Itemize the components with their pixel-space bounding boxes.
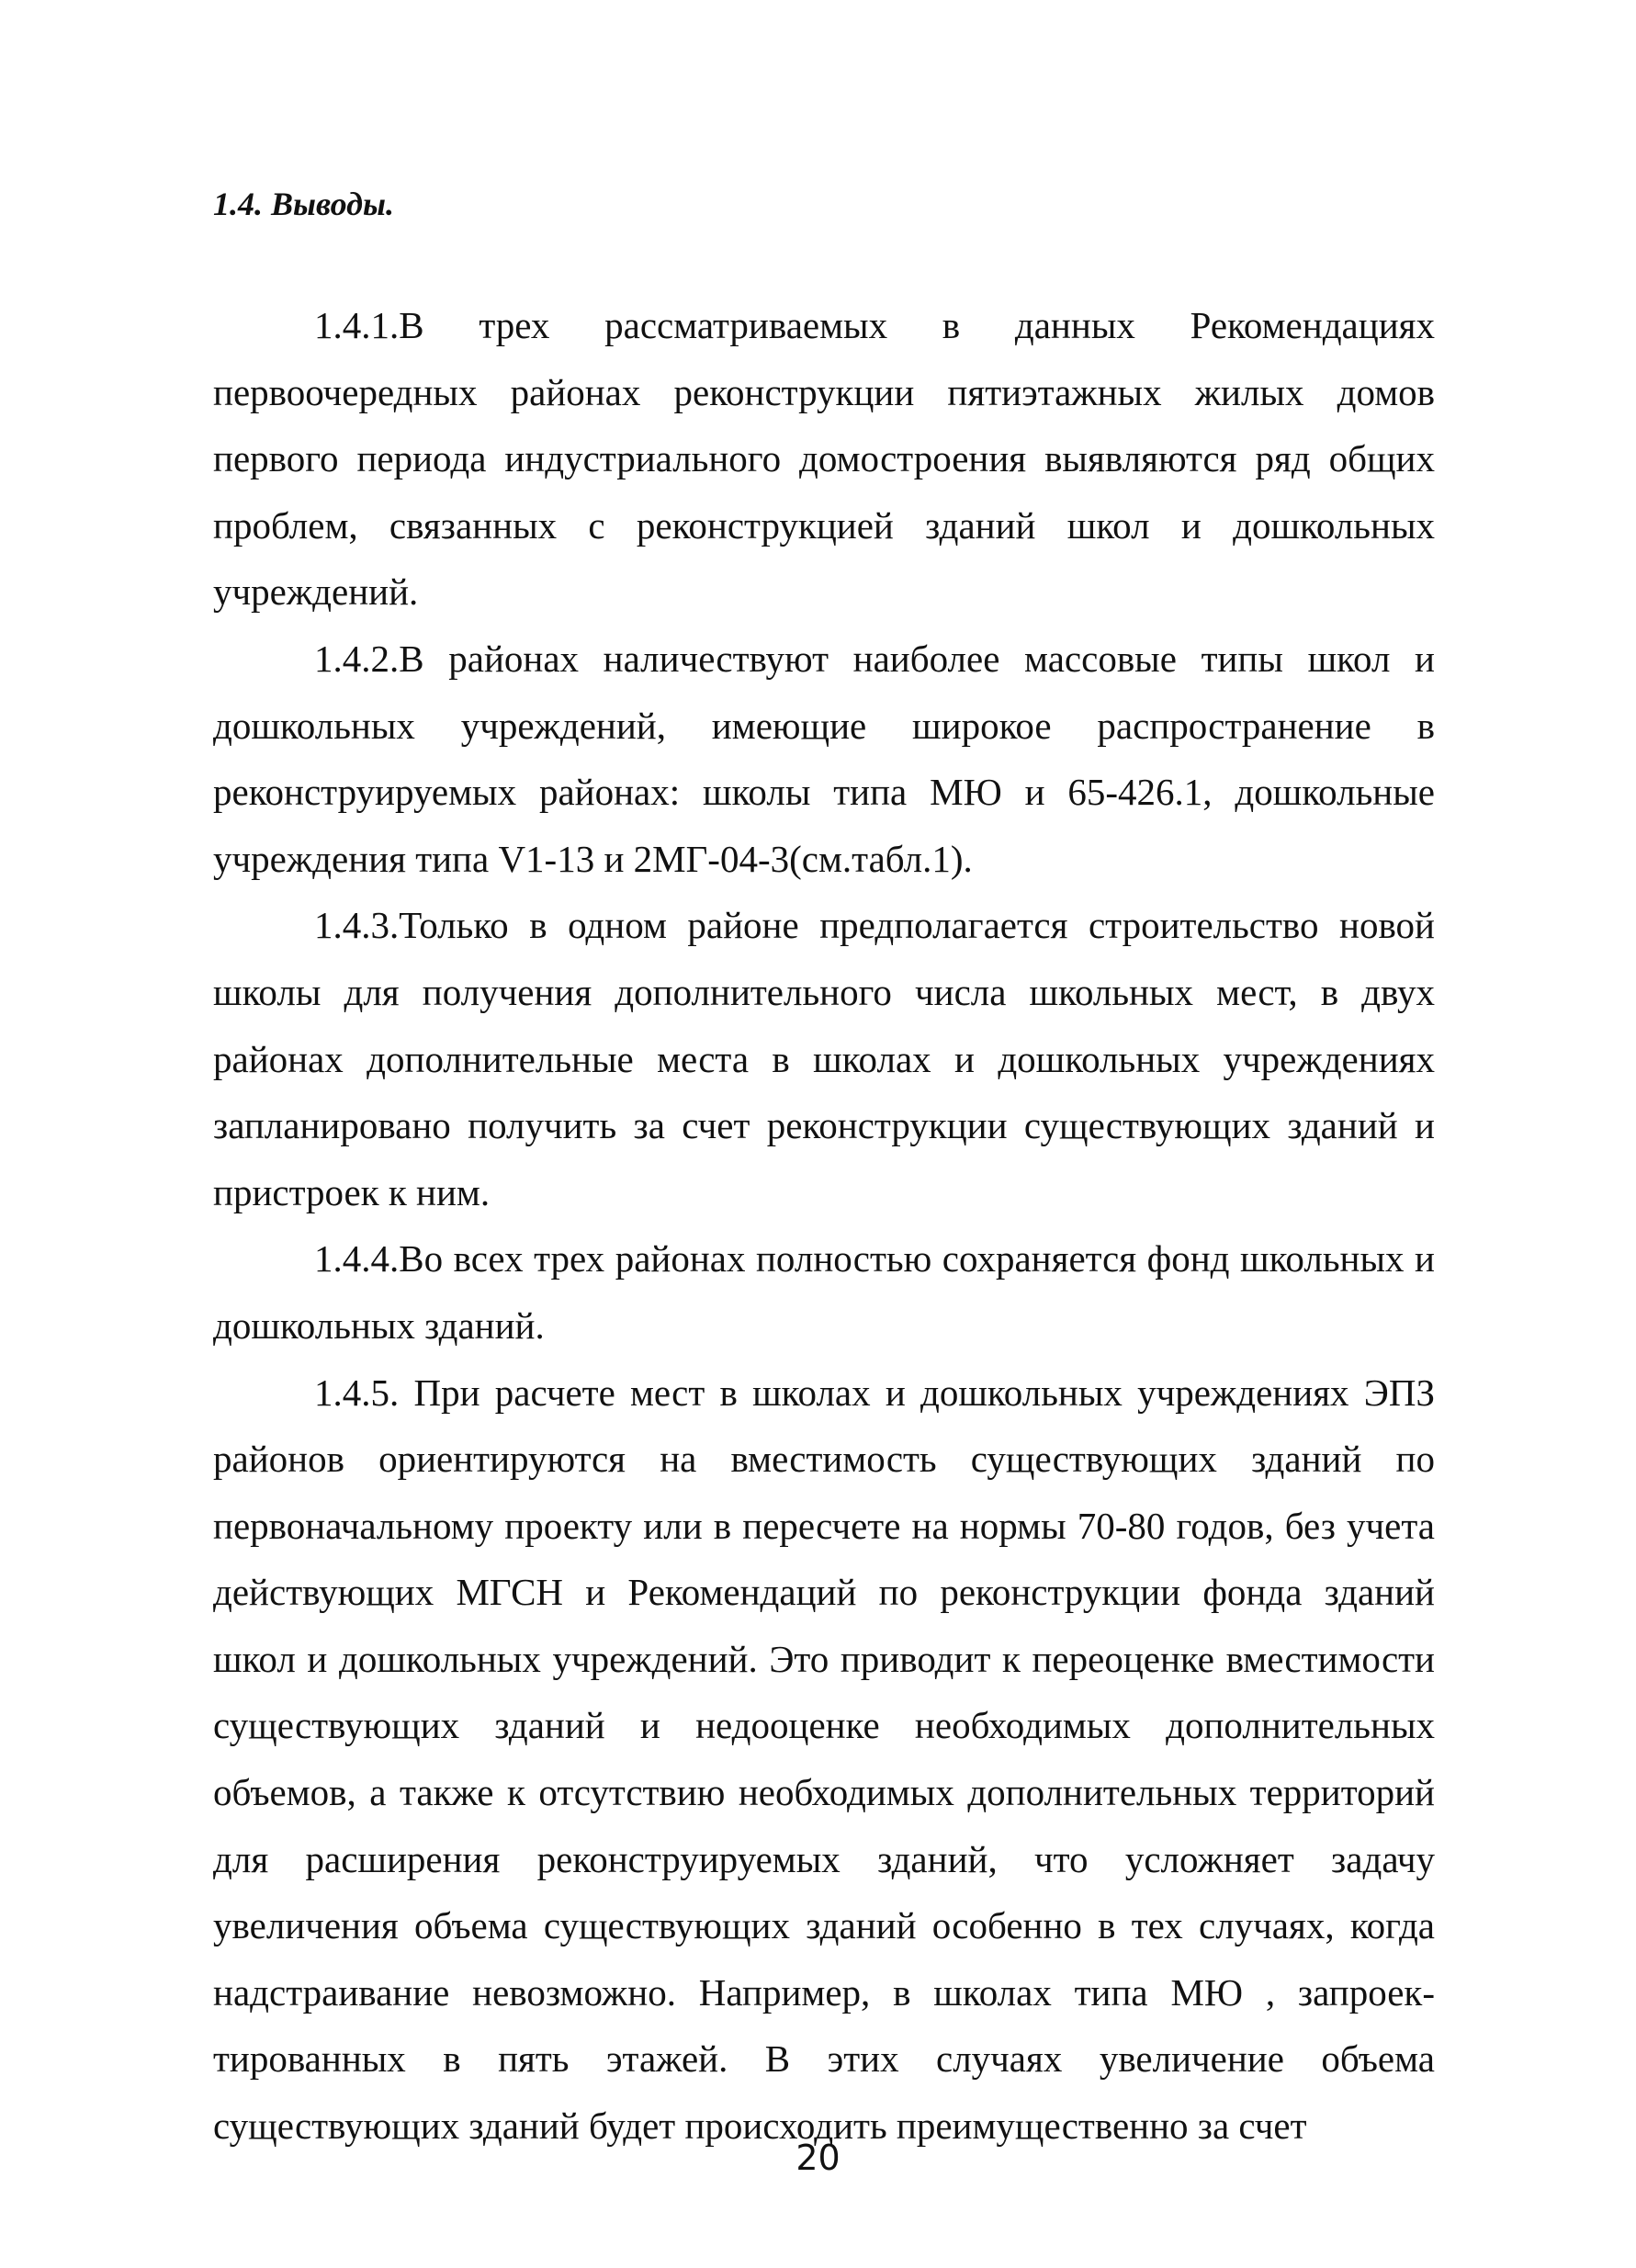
paragraph-1-4-2: 1.4.2.В районах наличествуют наиболее массовые типы школ и дошкольных учреждений, имеющие широкое распространение в реконструируемых районах: школы типа МЮ и 65-426.1, дошкольные учреждения типа V1-13 и 2МГ-04-3(см.табл.1). xyxy=(213,637,1435,880)
body-text xyxy=(213,292,1435,2160)
page-number: 20 xyxy=(795,2138,841,2178)
paragraph-1-4-1: 1.4.1.В трех рассматриваемых в данных Рекомендациях первоочередных районах реконструкции пятиэтажных жилых домов первого периода индустриального домостроения выявляются ряд общих проблем, связанных с реконструкцией зданий школ и дошкольных учреждений. xyxy=(213,304,1435,614)
section-heading: 1.4. Выводы. xyxy=(213,186,394,222)
paragraph-1-4-5: 1.4.5. При расчете мест в школах и дошкольных учреждениях ЭПЗ районов ориентируются на вместимость существующих зданий по первоначальному проекту или в пересчете на нормы 70-80 годов, без учета действующих МГСН и Рекомендаций по реконструкции фонда зданий школ и дошкольных учреждений. Это приводит к переоценке вместимости существующих зданий и недооценке необходимых дополнительных объемов, а также к отсутствию необходимых дополнительных территорий для расширения реконструируемых зданий, что усложняет задачу увеличения объема существующих зданий особенно в тех случаях, когда надстраивание невозможно. Например, в школах типа МЮ , запроек-тированных в пять этажей. В этих случаях увеличение объема существующих зданий будет происходить преимущественно за счет xyxy=(213,1371,1435,2148)
paragraph-1-4-3: 1.4.3.Только в одном районе предполагается строительство новой школы для получения дополнительного числа школьных мест, в двух районах дополнительные места в школах и дошкольных учреждениях запланировано получить за счет реконструкции существующих зданий и пристроек к ним. xyxy=(213,904,1435,1213)
paragraph-1-4-4: 1.4.4.Во всех трех районах полностью сохраняется фонд школьных и дошкольных зданий. xyxy=(213,1237,1435,1347)
